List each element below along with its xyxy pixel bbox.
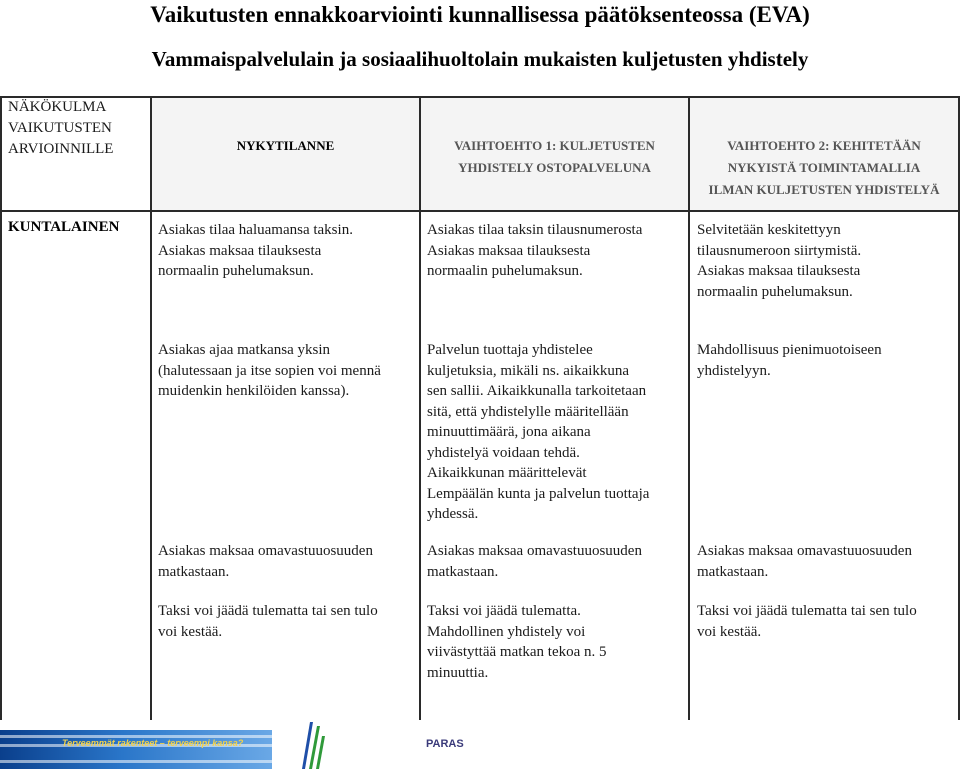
column-header-line: NYKYISTÄ TOIMINTAMALLIA (727, 160, 921, 175)
cell-line: normaalin puhelumaksun. (158, 263, 314, 279)
cell-nykytilanne-risk (158, 601, 416, 642)
cell-line: matkastaan. (427, 563, 499, 580)
cell-line: Asiakas maksaa tilauksesta (697, 263, 861, 279)
paras-logo-icon (298, 720, 326, 769)
corner-header (8, 97, 148, 160)
cell-line: minuuttimäärä, jona aikana (427, 424, 591, 440)
column-header-line: ILMAN KULJETUSTEN YHDISTELYÄ (708, 182, 940, 197)
table-border-left (0, 96, 2, 720)
corner-header-line: VAIKUTUSTEN (8, 120, 112, 136)
cell-nykytilanne-travel (158, 340, 416, 402)
cell-line: Asiakas maksaa omavastuuosuuden (158, 543, 373, 559)
cell-line: voi kestää. (158, 623, 223, 640)
column-header-line: VAIHTOEHTO 2: KEHITETÄÄN (727, 138, 921, 153)
document-subtitle: Vammaispalvelulain ja sosiaalihuoltolain mukaisten kuljetusten yhdistely (151, 47, 809, 71)
cell-line: minuuttia. (427, 664, 489, 681)
cell-vaihtoehto2-combining (697, 340, 955, 381)
footer-strip (0, 720, 960, 769)
cell-line: Taksi voi jäädä tulematta. (427, 603, 581, 619)
column-header-nykytilanne (152, 135, 419, 157)
cell-line: yhdistelyä voidaan tehdä. (427, 444, 580, 461)
cell-vaihtoehto1-fee (427, 541, 685, 582)
document-title: Vaikutusten ennakkoarviointi kunnallisessa päätöksenteossa (EVA) (150, 2, 810, 27)
cell-line: Asiakas tilaa taksin tilausnumerosta (427, 222, 643, 238)
cell-line: Taksi voi jäädä tulematta tai sen tulo (697, 603, 917, 619)
cell-nykytilanne-ordering (158, 220, 416, 282)
cell-line: (halutessaan ja itse sopien voi mennä (158, 362, 381, 379)
cell-line: Asiakas maksaa tilauksesta (158, 242, 322, 259)
footer-banner-image (0, 730, 272, 769)
cell-vaihtoehto1-risk (427, 601, 685, 683)
cell-line: kuljetuksia, mikäli ns. aikaikkuna (427, 362, 630, 379)
footer-partner-text: PARAS (426, 738, 464, 750)
cell-line: normaalin puhelumaksun. (427, 263, 583, 279)
cell-line: yhdessä. (427, 506, 479, 522)
cell-line: voi kestää. (697, 623, 762, 640)
column-header-line: NYKYTILANNE (236, 138, 335, 153)
cell-vaihtoehto2-risk (697, 601, 955, 642)
cell-line: Selvitetään keskitettyyn (697, 222, 841, 238)
cell-line: sen sallii. Aikaikkunalla tarkoitetaan (427, 383, 647, 399)
column-header-line: VAIHTOEHTO 1: KULJETUSTEN (454, 138, 655, 153)
cell-line: matkastaan. (697, 563, 769, 580)
column-header-vaihtoehto-1 (421, 135, 688, 179)
cell-line: muidenkin henkilöiden kanssa). (158, 383, 350, 399)
assessment-table (0, 96, 960, 720)
column-divider-2 (419, 96, 421, 720)
cell-line: Asiakas ajaa matkansa yksin (158, 342, 331, 358)
cell-nykytilanne-fee (158, 541, 416, 582)
column-divider-1 (150, 96, 152, 720)
row-label-kuntalainen: KUNTALAINEN (8, 219, 120, 235)
cell-line: Aikaikkunan määrittelevät (427, 465, 587, 481)
header-divider (0, 210, 960, 212)
cell-line: Taksi voi jäädä tulematta tai sen tulo (158, 603, 378, 619)
cell-line: normaalin puhelumaksun. (697, 283, 853, 300)
corner-header-line: NÄKÖKULMA (8, 99, 107, 115)
column-header-line: YHDISTELY OSTOPALVELUNA (458, 160, 651, 175)
cell-line: Mahdollinen yhdistely voi (427, 623, 586, 640)
cell-line: Palvelun tuottaja yhdistelee (427, 342, 593, 358)
cell-line: yhdistelyyn. (697, 362, 771, 379)
cell-line: Asiakas tilaa haluamansa taksin. (158, 222, 353, 238)
cell-vaihtoehto1-ordering (427, 220, 685, 282)
column-header-vaihtoehto-2 (690, 135, 958, 201)
banner-stripe (0, 760, 272, 763)
banner-slogan: Terveemmät rakenteet – terveempi kansa? (62, 738, 244, 748)
cell-line: Asiakas maksaa omavastuuosuuden (427, 543, 642, 559)
cell-line: Lempäälän kunta ja palvelun tuottaja (427, 485, 650, 502)
cell-vaihtoehto2-ordering (697, 220, 955, 302)
cell-line: Mahdollisuus pienimuotoiseen (697, 342, 882, 358)
cell-line: Asiakas maksaa omavastuuosuuden (697, 543, 912, 559)
cell-line: matkastaan. (158, 563, 230, 580)
cell-vaihtoehto1-combining (427, 340, 685, 525)
cell-line: Asiakas maksaa tilauksesta (427, 242, 591, 259)
corner-header-line: ARVIOINNILLE (8, 141, 114, 157)
cell-line: sitä, että yhdistelylle määritellään (427, 403, 629, 420)
cell-line: tilausnumeroon siirtymistä. (697, 242, 862, 259)
cell-line: viivästyttää matkan tekoa n. 5 (427, 644, 607, 660)
cell-vaihtoehto2-fee (697, 541, 955, 582)
